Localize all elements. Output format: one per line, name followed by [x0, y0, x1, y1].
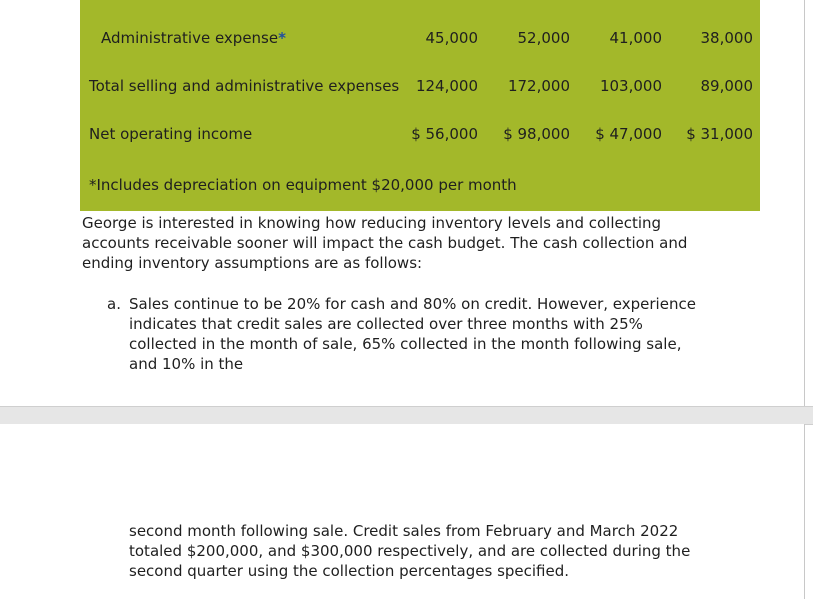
table-row-administrative-expense [80, 29, 760, 51]
intro-paragraph: George is interested in knowing how reducing inventory levels and collecting accounts receivable sooner will impact the cash budget. The cash collection and ending inventory assumptions are as follows: [82, 214, 688, 272]
cell-month-2: 52,000 [517, 29, 570, 47]
cell-month-3: $ 47,000 [595, 125, 662, 143]
cell-month-4: 89,000 [700, 77, 753, 95]
table-row-total-selling-admin [80, 77, 760, 99]
list-item-text: Sales continue to be 20% for cash and 80% on credit. However, experience indicates that credit sales are collected over three months with 25% collected in the month of sale, 65% collected in the month following sale, and 10% in the [129, 295, 696, 373]
cell-month-1: $ 56,000 [411, 125, 478, 143]
cell-month-2: 172,000 [507, 77, 570, 95]
cell-month-4: $ 31,000 [686, 125, 753, 143]
cell-month-4: 38,000 [700, 29, 753, 47]
document-page-2 [0, 424, 805, 599]
table-footnote: *Includes depreciation on equipment $20,000 per month [89, 176, 517, 194]
cell-month-3: 41,000 [609, 29, 662, 47]
list-item-a-continued: second month following sale. Credit sales from February and March 2022 totaled $200,000, and $300,000 respectively, and are collected during the second quarter using the collection percentages specified. [129, 522, 691, 580]
row-label: Net operating income [89, 125, 253, 143]
page-separator [0, 406, 813, 425]
list-marker: a. [107, 295, 121, 313]
row-label: Total selling and administrative expenses [89, 77, 400, 95]
cell-month-2: $ 98,000 [503, 125, 570, 143]
cell-month-3: 103,000 [599, 77, 662, 95]
row-label: Administrative expense* [101, 29, 286, 47]
table-row-net-operating-income [80, 125, 760, 147]
cell-month-1: 45,000 [425, 29, 478, 47]
income-statement-table [80, 0, 760, 211]
cell-month-1: 124,000 [415, 77, 478, 95]
